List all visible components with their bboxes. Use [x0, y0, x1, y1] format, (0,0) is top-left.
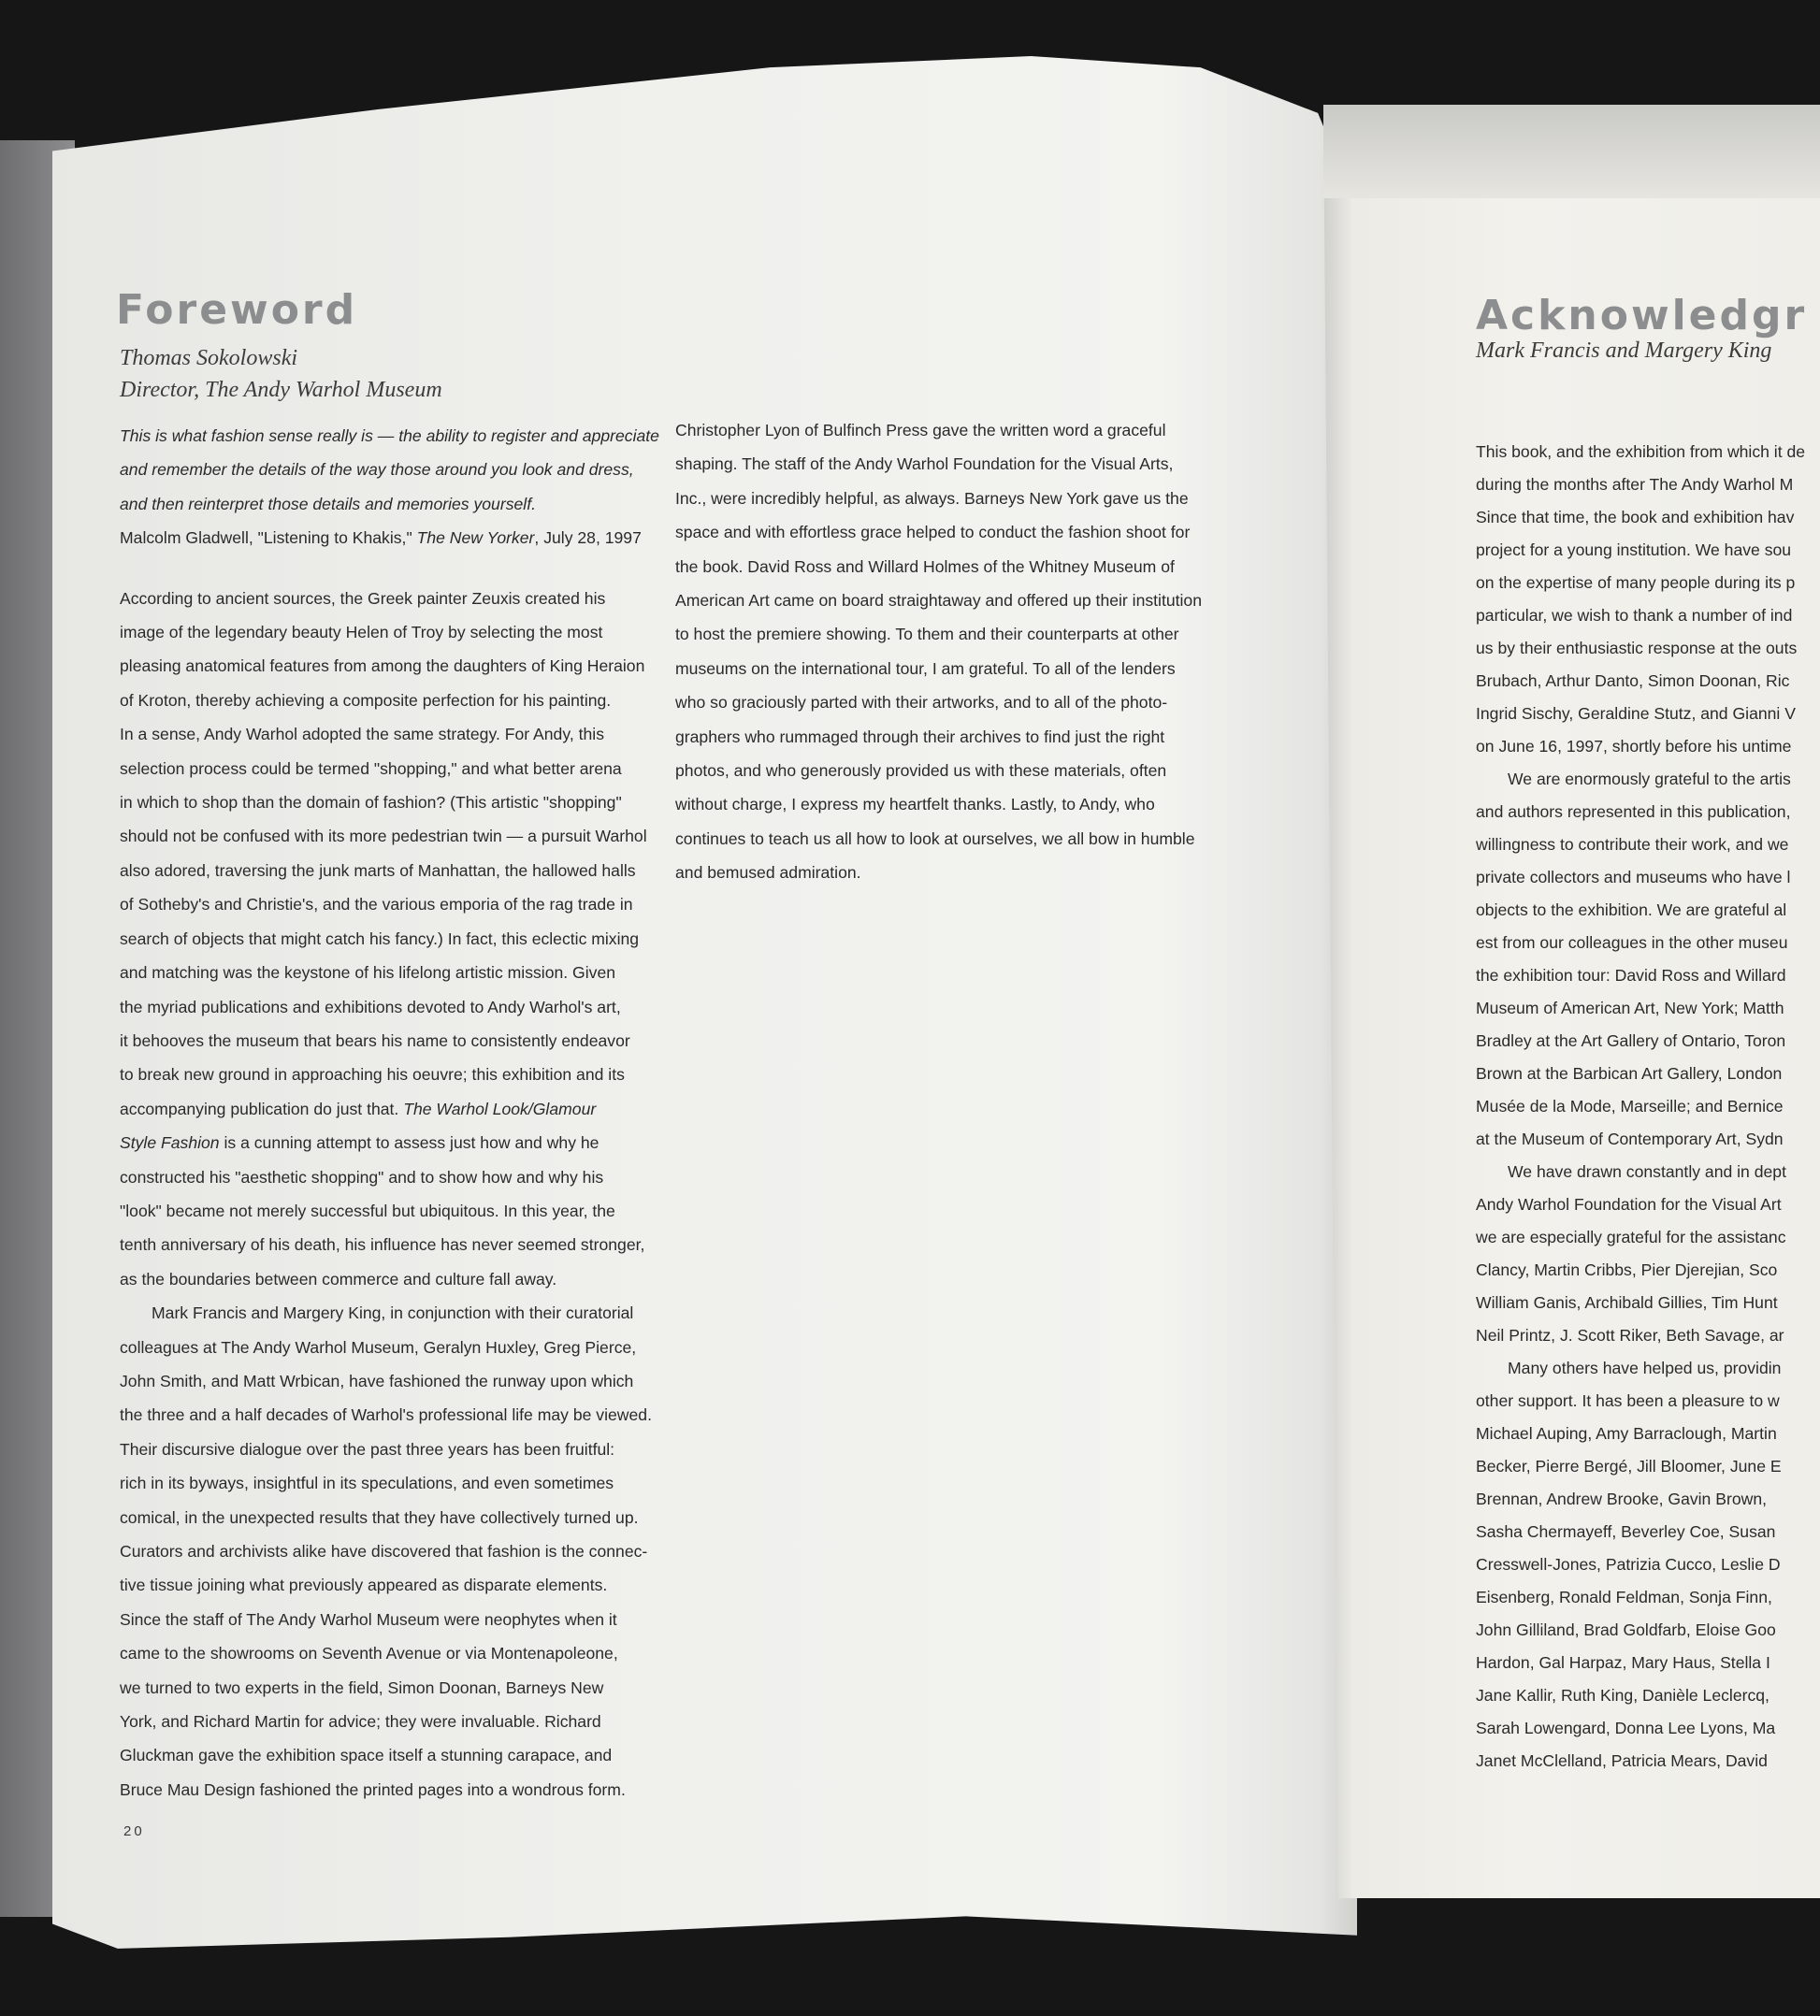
foreword-text-line: pleasing anatomical features from among the daughters of King Heraion [120, 656, 645, 676]
foreword-paragraph-2 [120, 1296, 662, 1807]
foreword-text-line: Their discursive dialogue over the past three years has been fruitful: [120, 1439, 615, 1459]
acknowledgments-text-line: Museum of American Art, New York; Matth [1476, 999, 1784, 1017]
acknowledgments-text-line: we are especially grateful for the assistanc [1476, 1228, 1786, 1246]
acknowledgments-text-line: on the expertise of many people during its p [1476, 573, 1796, 592]
acknowledgments-text-line: This book, and the exhibition from which it de [1476, 442, 1806, 461]
acknowledgments-text-line: William Ganis, Archibald Gillies, Tim Hunt [1476, 1293, 1778, 1312]
foreword-text-line: Bruce Mau Design fashioned the printed pages into a wondrous form. [120, 1779, 626, 1799]
acknowledgments-text-line: Sasha Chermayeff, Beverley Coe, Susan [1476, 1522, 1776, 1541]
acknowledgments-text-line: project for a young institution. We have sou [1476, 540, 1792, 559]
acknowledgments-text-line: Brown at the Barbican Art Gallery, London [1476, 1064, 1783, 1083]
acknowledgments-text-line: We are enormously grateful to the artis [1508, 770, 1791, 788]
acknowledgments-text-line: Bradley at the Art Gallery of Ontario, Toron [1476, 1031, 1786, 1050]
acknowledgments-text-line: private collectors and museums who have l [1476, 868, 1791, 886]
foreword-text-line: colleagues at The Andy Warhol Museum, Geralyn Huxley, Greg Pierce, [120, 1337, 637, 1357]
acknowledgments-text-line: during the months after The Andy Warhol M [1476, 475, 1794, 494]
foreword-text-line: rich in its byways, insightful in its speculations, and even sometimes [120, 1474, 614, 1493]
foreword-text-line: of Sotheby's and Christie's, and the various emporia of the rag trade in [120, 895, 633, 914]
foreword-text-line: shaping. The staff of the Andy Warhol Foundation for the Visual Arts, [675, 454, 1174, 474]
foreword-text-line: space and with effortless grace helped to conduct the fashion shoot for [675, 523, 1191, 542]
acknowledgments-column [1476, 436, 1820, 1778]
acknowledgments-text-line: John Gilliland, Brad Goldfarb, Eloise Goo [1476, 1620, 1776, 1639]
foreword-title: Foreword [116, 286, 358, 334]
acknowledgments-text-line: Neil Printz, J. Scott Riker, Beth Savage, ar [1476, 1326, 1784, 1345]
foreword-text-line: also adored, traversing the junk marts of Manhattan, the hallowed halls [120, 860, 636, 880]
foreword-text-line: tive tissue joining what previously appeared as disparate elements. [120, 1576, 608, 1595]
foreword-text-line: Style Fashion is a cunning attempt to assess just how and why he [120, 1133, 599, 1153]
foreword-column-2 [675, 413, 1274, 890]
acknowledgments-text-line: Brubach, Arthur Danto, Simon Doonan, Ric [1476, 671, 1790, 690]
foreword-paragraph-1-end [120, 1160, 662, 1297]
foreword-text-line: and matching was the keystone of his lifelong artistic mission. Given [120, 963, 616, 983]
acknowledgments-title: Acknowledgr [1476, 292, 1808, 339]
acknowledgments-text-line: Many others have helped us, providin [1508, 1359, 1782, 1377]
acknowledgments-text-line: Becker, Pierre Bergé, Jill Bloomer, June E [1476, 1457, 1782, 1476]
acknowledgments-text-line: particular, we wish to thank a number of ind [1476, 606, 1793, 625]
acknowledgments-text-line: Clancy, Martin Cribbs, Pier Djerejian, Sco [1476, 1260, 1778, 1279]
foreword-text-line: who so graciously parted with their artworks, and to all of the photo- [675, 693, 1168, 713]
epigraph [120, 419, 662, 521]
foreword-text-line: "look" became not merely successful but ubiquitous. In this year, the [120, 1201, 615, 1220]
foreword-text-line: In a sense, Andy Warhol adopted the same strategy. For Andy, this [120, 725, 604, 744]
foreword-text-line: Christopher Lyon of Bulfinch Press gave the written word a graceful [675, 421, 1166, 439]
right-page-shadow-band [1323, 105, 1820, 198]
foreword-text-line: image of the legendary beauty Helen of Troy by selecting the most [120, 623, 603, 642]
acknowledgments-text-line: Eisenberg, Ronald Feldman, Sonja Finn, [1476, 1588, 1772, 1606]
foreword-text-line: Inc., were incredibly helpful, as always. Barneys New York gave us the [675, 488, 1189, 508]
acknowledgments-text-line: Musée de la Mode, Marseille; and Bernice [1476, 1097, 1784, 1116]
acknowledgments-text-line: Andy Warhol Foundation for the Visual Art [1476, 1195, 1782, 1214]
foreword-text-line: in which to shop than the domain of fashion? (This artistic "shopping" [120, 793, 622, 813]
acknowledgments-text-line: est from our colleagues in the other museu [1476, 933, 1788, 952]
foreword-column-1 [120, 419, 662, 1807]
acknowledgments-text-line: willingness to contribute their work, and we [1476, 835, 1789, 854]
foreword-text-line: John Smith, and Matt Wrbican, have fashioned the runway upon which [120, 1371, 634, 1390]
foreword-text-line: According to ancient sources, the Greek painter Zeuxis created his [120, 588, 606, 608]
foreword-text-line: tenth anniversary of his death, his influence has never seemed stronger, [120, 1235, 645, 1255]
acknowledgments-text-line: Michael Auping, Amy Barraclough, Martin [1476, 1424, 1777, 1443]
foreword-text-line: Gluckman gave the exhibition space itself a stunning carapace, and [120, 1746, 613, 1765]
foreword-text-line: and bemused admiration. [675, 863, 861, 883]
foreword-text-line: the book. David Ross and Willard Holmes of the Whitney Museum of [675, 556, 1175, 576]
foreword-text-line: of Kroton, thereby achieving a composite perfection for his painting. [120, 690, 612, 710]
epigraph-citation: Malcolm Gladwell, "Listening to Khakis," The New Yorker, July 28, 1997 [120, 528, 642, 548]
acknowledgments-text-line: Cresswell-Jones, Patrizia Cucco, Leslie D [1476, 1555, 1781, 1574]
acknowledgments-text-line: Since that time, the book and exhibition hav [1476, 508, 1795, 526]
foreword-text-line: the three and a half decades of Warhol's professional life may be viewed. [120, 1405, 652, 1425]
page-number: 20 [123, 1823, 145, 1839]
acknowledgments-authors: Mark Francis and Margery King [1476, 338, 1772, 363]
acknowledgments-text-line: We have drawn constantly and in dept [1508, 1162, 1786, 1181]
foreword-text-line: came to the showrooms on Seventh Avenue or via Montenapoleone, [120, 1644, 618, 1663]
acknowledgments-text-line: on June 16, 1997, shortly before his untime [1476, 737, 1792, 756]
foreword-text-line: constructed his "aesthetic shopping" and to show how and why his [120, 1167, 604, 1187]
acknowledgments-text-line: at the Museum of Contemporary Art, Sydn [1476, 1130, 1784, 1148]
foreword-text-line: the myriad publications and exhibitions devoted to Andy Warhol's art, [120, 997, 621, 1016]
foreword-text-line: American Art came on board straightaway and offered up their institution [675, 591, 1202, 611]
epigraph-line: and then reinterpret those details and memories yourself. [120, 494, 536, 513]
foreword-text-line: Curators and archivists alike have discovered that fashion is the connec- [120, 1542, 648, 1561]
foreword-text-line: continues to teach us all how to look at ourselves, we all bow in humble [675, 828, 1195, 848]
foreword-text-line: as the boundaries between commerce and culture fall away. [120, 1269, 557, 1289]
foreword-text-line: photos, and who generously provided us with these materials, often [675, 761, 1167, 781]
acknowledgments-text-line: Ingrid Sischy, Geraldine Stutz, and Gianni V [1476, 704, 1796, 723]
foreword-text-line: Since the staff of The Andy Warhol Museum were neophytes when it [120, 1609, 617, 1629]
foreword-text-line: search of objects that might catch his fancy.) In fact, this eclectic mixing [120, 929, 640, 948]
acknowledgments-text-line: Janet McClelland, Patricia Mears, David [1476, 1751, 1768, 1770]
acknowledgments-text-line: objects to the exhibition. We are grateful al [1476, 900, 1787, 919]
foreword-paragraph-1 [120, 582, 662, 1092]
foreword-author-role: Director, The Andy Warhol Museum [120, 378, 442, 402]
foreword-text-line: accompanying publication do just that. The Warhol Look/Glamour [120, 1099, 597, 1118]
foreword-text-line: comical, in the unexpected results that they have collectively turned up. [120, 1507, 639, 1527]
acknowledgments-text-line: Sarah Lowengard, Donna Lee Lyons, Ma [1476, 1719, 1776, 1737]
foreword-text-line: to break new ground in approaching his oeuvre; this exhibition and its [120, 1065, 625, 1085]
acknowledgments-text-line: and authors represented in this publication, [1476, 802, 1791, 821]
acknowledgments-text-line: Jane Kallir, Ruth King, Danièle Leclercq, [1476, 1686, 1769, 1705]
foreword-byline [120, 342, 442, 406]
foreword-text-line: it behooves the museum that bears his name to consistently endeavor [120, 1030, 630, 1050]
foreword-author: Thomas Sokolowski [120, 346, 298, 370]
foreword-text-line: selection process could be termed "shopping," and what better arena [120, 758, 622, 778]
foreword-text-line: we turned to two experts in the field, Simon Doonan, Barneys New [120, 1678, 604, 1697]
acknowledgments-text-line: other support. It has been a pleasure to w [1476, 1391, 1780, 1410]
acknowledgments-text-line: Brennan, Andrew Brooke, Gavin Brown, [1476, 1490, 1767, 1508]
foreword-text-line: should not be confused with its more pedestrian twin — a pursuit Warhol [120, 827, 647, 846]
foreword-text-line: York, and Richard Martin for advice; they were invaluable. Richard [120, 1712, 601, 1732]
foreword-text-line: museums on the international tour, I am grateful. To all of the lenders [675, 658, 1176, 678]
foreword-text-line: without charge, I express my heartfelt thanks. Lastly, to Andy, who [675, 795, 1155, 814]
foreword-text-line: to host the premiere showing. To them and their counterparts at other [675, 625, 1179, 644]
epigraph-line: This is what fashion sense really is — the ability to register and appreciate [120, 426, 659, 445]
acknowledgments-text-line: us by their enthusiastic response at the outs [1476, 639, 1798, 657]
foreword-text-line: graphers who rummaged through their archives to find just the right [675, 727, 1165, 746]
acknowledgments-text-line: Hardon, Gal Harpaz, Mary Haus, Stella I [1476, 1653, 1770, 1672]
acknowledgments-text-line: the exhibition tour: David Ross and Willard [1476, 966, 1786, 985]
epigraph-line: and remember the details of the way those around you look and dress, [120, 460, 634, 480]
foreword-text-line: Mark Francis and Margery King, in conjunction with their curatorial [152, 1303, 634, 1323]
